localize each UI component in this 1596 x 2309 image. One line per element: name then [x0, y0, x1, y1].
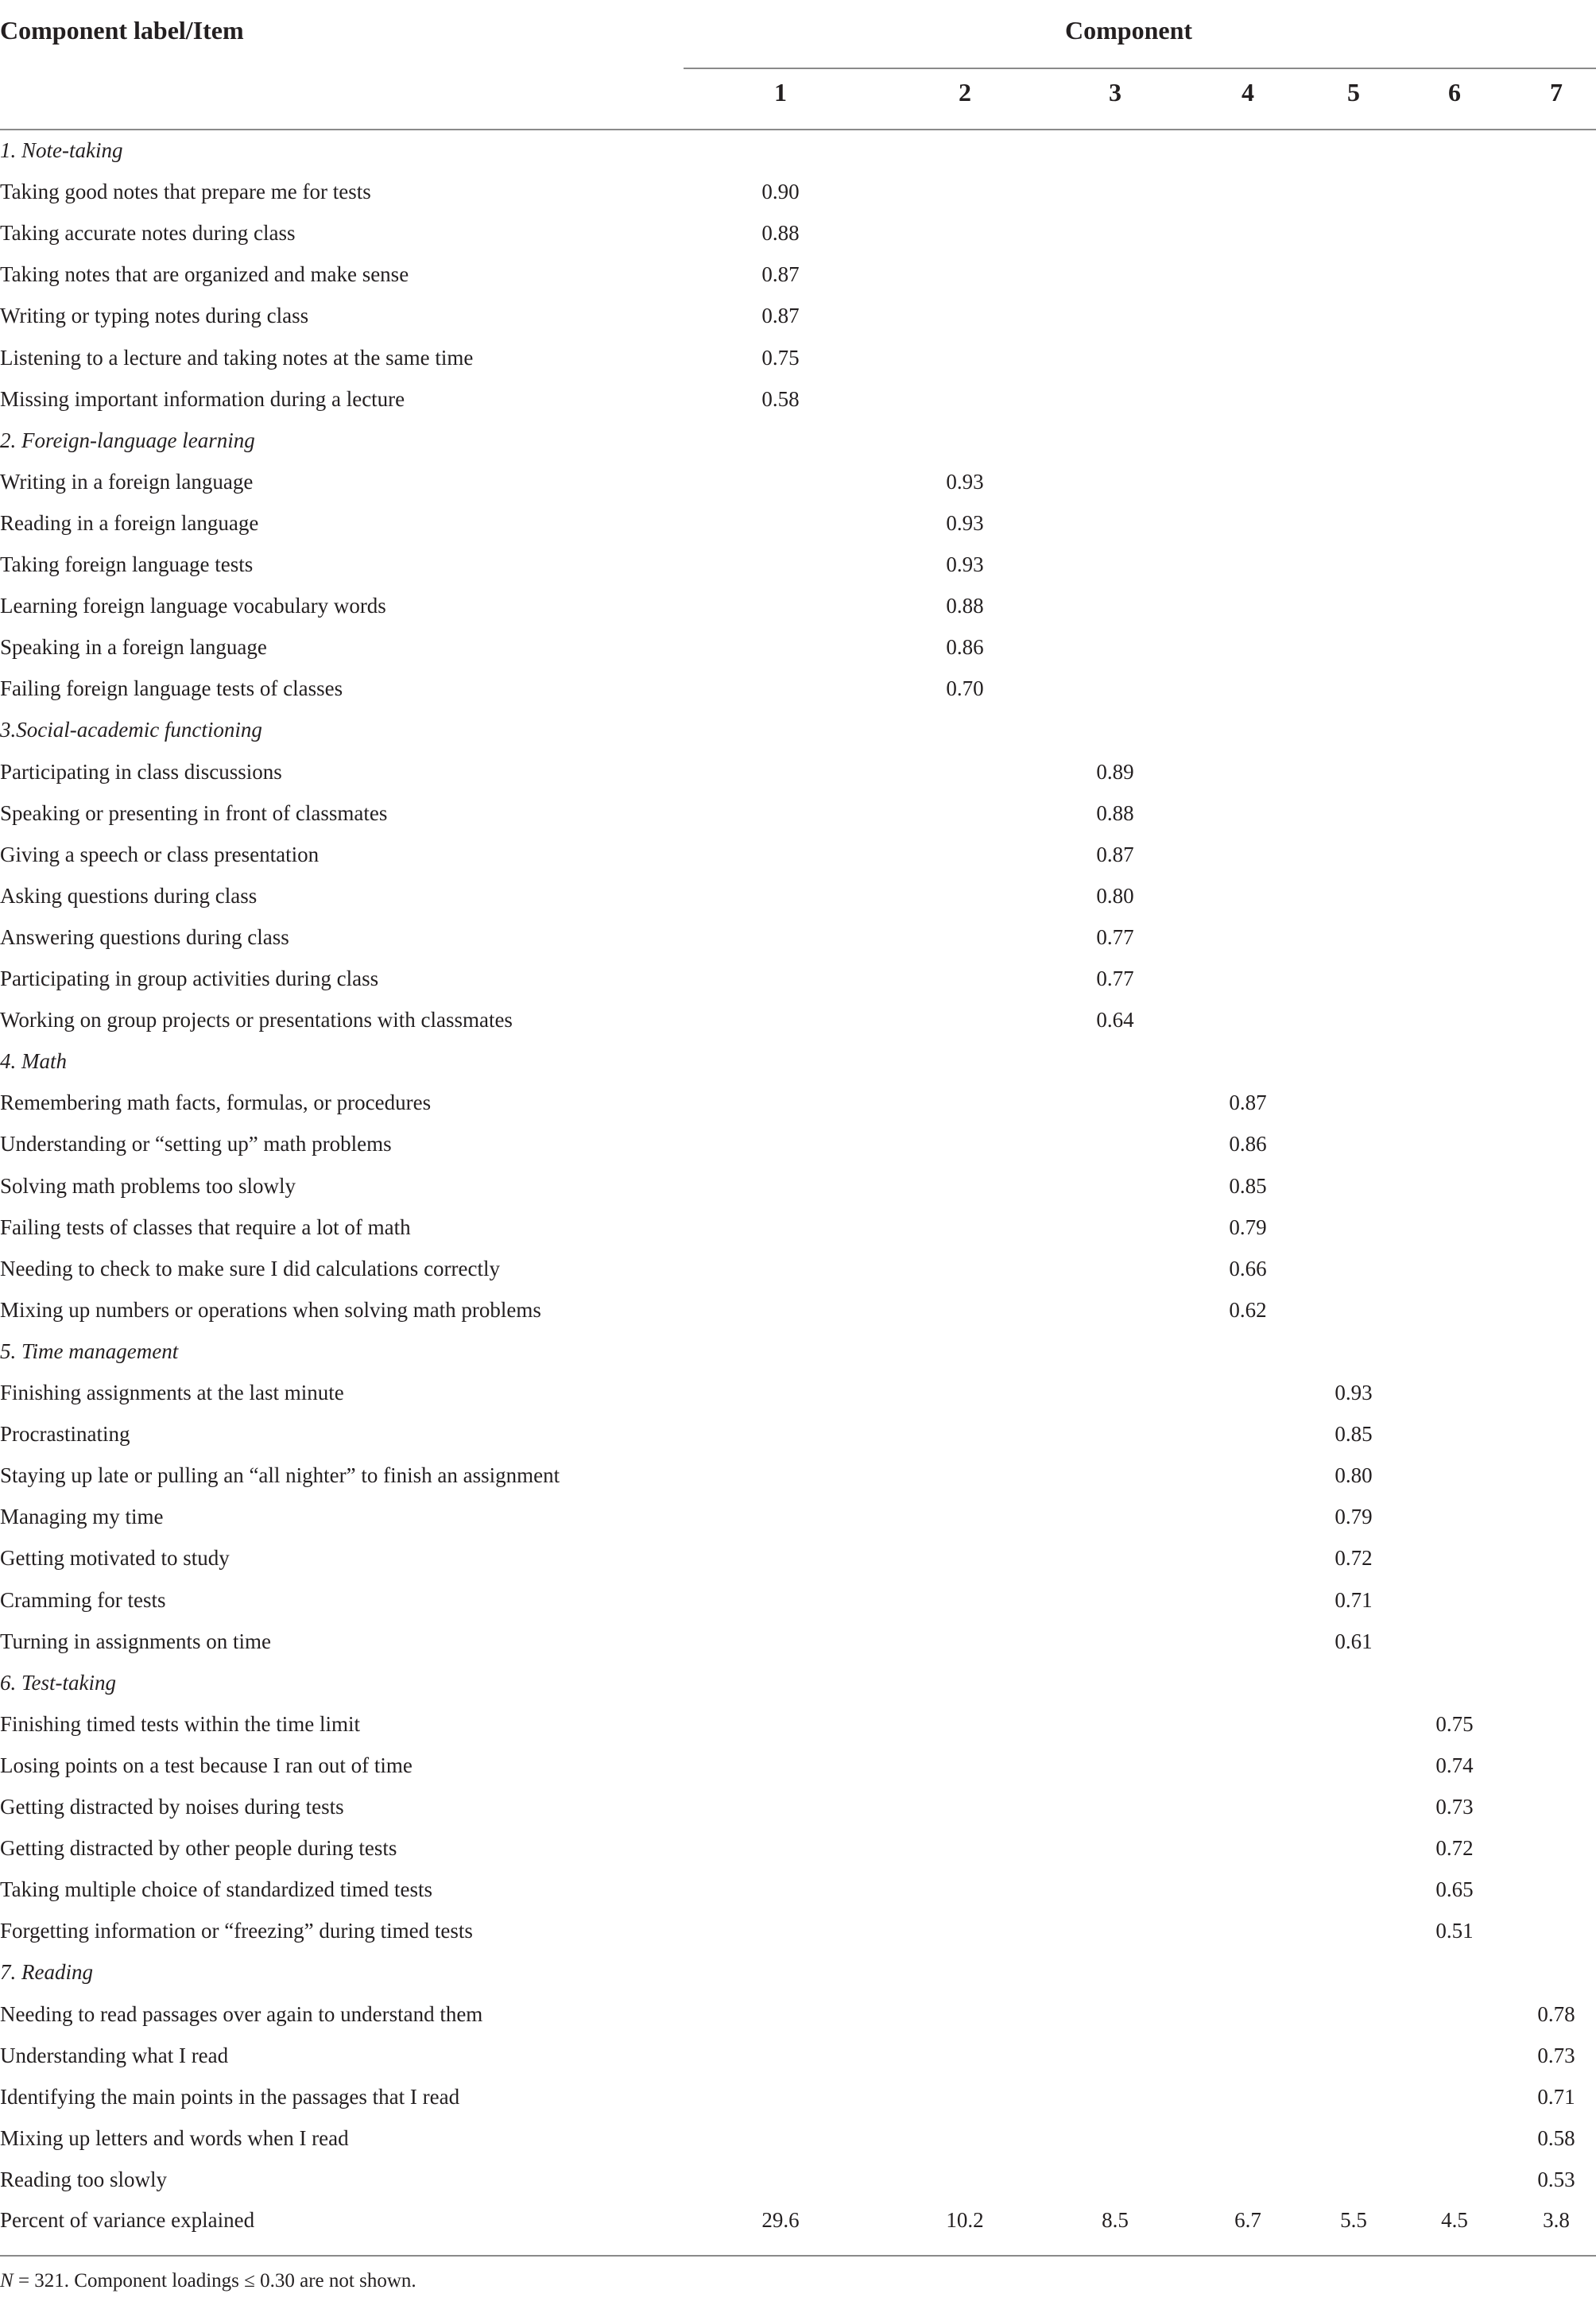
table-row [0, 337, 1596, 378]
table-row [0, 999, 1596, 1040]
header-component-label: Component [1065, 16, 1193, 45]
loading-value: 0.71 [1335, 1587, 1373, 1612]
loading-value: 0.86 [1229, 1132, 1267, 1156]
item-label: Cramming for tests [0, 1587, 166, 1612]
loading-value: 0.88 [946, 594, 984, 618]
loading-value: 0.86 [946, 635, 984, 660]
header-col-6: 6 [1448, 78, 1461, 107]
table-row [0, 1537, 1596, 1579]
loading-value: 0.88 [1096, 800, 1134, 825]
table-row [0, 171, 1596, 212]
table-row [0, 2035, 1596, 2076]
loading-value: 0.74 [1435, 1753, 1474, 1777]
section-label: 5. Time management [0, 1339, 179, 1363]
loading-value: 0.85 [1335, 1422, 1373, 1447]
table-row [0, 1621, 1596, 1662]
loading-value: 0.72 [1335, 1546, 1373, 1571]
section-heading-row [0, 130, 1596, 171]
item-label: Taking accurate notes during class [0, 221, 296, 246]
item-label: Taking notes that are organized and make sense [0, 262, 409, 287]
header-col-3: 3 [1109, 78, 1121, 107]
variance-value: 29.6 [761, 2208, 800, 2232]
loading-value: 0.72 [1435, 1836, 1474, 1861]
loading-value: 0.75 [761, 345, 800, 370]
item-label: Identifying the main points in the passages that I read [0, 2084, 460, 2109]
table-footnote [0, 2265, 416, 2297]
section-heading-row [0, 1331, 1596, 1372]
item-label: Failing tests of classes that require a lot of math [0, 1215, 411, 1239]
table-row [0, 461, 1596, 502]
table-row [0, 668, 1596, 709]
item-label: Reading in a foreign language [0, 510, 259, 535]
table-bottom-rule [0, 2255, 1596, 2257]
item-label: Understanding what I read [0, 2043, 229, 2067]
item-label: Getting distracted by noises during tests [0, 1795, 344, 1819]
table-row [0, 875, 1596, 916]
item-label: Solving math problems too slowly [0, 1173, 296, 1198]
item-label: Finishing assignments at the last minute [0, 1381, 344, 1404]
table-row [0, 585, 1596, 626]
variance-value: 6.7 [1234, 2208, 1261, 2232]
table-row [0, 1827, 1596, 1869]
table-row [0, 254, 1596, 295]
table-row [0, 544, 1596, 585]
item-label: Remembering math facts, formulas, or procedures [0, 1091, 432, 1115]
table-row [0, 1082, 1596, 1123]
loading-value: 0.93 [946, 469, 984, 494]
section-label: 1. Note-taking [0, 138, 123, 162]
item-label: Taking foreign language tests [0, 552, 254, 576]
table-row [0, 958, 1596, 999]
table-row [0, 1745, 1596, 1786]
item-label: Learning foreign language vocabulary words [0, 594, 386, 618]
item-label: Writing in a foreign language [0, 469, 254, 494]
item-label: Participating in class discussions [0, 759, 282, 784]
loading-value: 0.80 [1335, 1463, 1373, 1488]
section-label: 2. Foreign-language learning [0, 428, 255, 452]
table-row [0, 1413, 1596, 1455]
table-row [0, 1703, 1596, 1745]
table-row [0, 626, 1596, 668]
header-col-2: 2 [959, 78, 971, 107]
item-label: Speaking in a foreign language [0, 635, 267, 660]
item-label: Missing important information during a lecture [0, 386, 405, 411]
table-row [0, 1455, 1596, 1496]
item-label: Losing points on a test because I ran out of time [0, 1753, 413, 1777]
table-row [0, 502, 1596, 544]
loading-value: 0.89 [1096, 759, 1134, 784]
table-row [0, 1869, 1596, 1910]
loading-value: 0.87 [1096, 842, 1134, 866]
loading-value: 0.70 [946, 676, 984, 701]
section-label: 3.Social-academic functioning [0, 718, 262, 742]
section-heading-row [0, 1662, 1596, 1703]
header-col-7: 7 [1550, 78, 1563, 107]
loading-value: 0.53 [1537, 2167, 1575, 2191]
item-label: Participating in group activities during class [0, 967, 379, 990]
section-heading-row [0, 1040, 1596, 1082]
variance-value: 4.5 [1441, 2208, 1468, 2232]
footnote-text: = 321. Component loadings ≤ 0.30 are not shown. [13, 2270, 416, 2292]
loading-value: 0.87 [761, 304, 800, 328]
table-row [0, 2076, 1596, 2117]
loading-value: 0.87 [1229, 1091, 1267, 1115]
table-row [0, 1910, 1596, 1951]
item-label: Mixing up numbers or operations when solving math problems [0, 1297, 541, 1322]
loading-value: 0.90 [761, 180, 800, 204]
variance-value: 3.8 [1543, 2208, 1570, 2232]
item-label: Mixing up letters and words when I read [0, 2125, 349, 2150]
loading-value: 0.61 [1335, 1629, 1373, 1653]
loading-value: 0.65 [1435, 1877, 1474, 1902]
section-label: 4. Math [0, 1049, 67, 1074]
table-row [0, 1123, 1596, 1164]
loading-value: 0.78 [1537, 2001, 1575, 2026]
table-row [0, 2117, 1596, 2159]
item-label: Needing to read passages over again to understand them [0, 2001, 483, 2026]
loading-value: 0.93 [946, 552, 984, 576]
table-row [0, 1207, 1596, 1248]
item-label: Answering questions during class [0, 924, 289, 949]
variance-value: 8.5 [1102, 2208, 1129, 2232]
item-label: Procrastinating [0, 1422, 130, 1447]
table-row [0, 1165, 1596, 1207]
table-row [0, 792, 1596, 834]
loading-value: 0.79 [1229, 1215, 1267, 1239]
item-label: Listening to a lecture and taking notes at the same time [0, 345, 474, 370]
section-heading-row [0, 709, 1596, 750]
table-row [0, 834, 1596, 875]
loading-value: 0.71 [1537, 2084, 1575, 2109]
item-label: Finishing timed tests within the time limit [0, 1711, 361, 1736]
item-label: Working on group projects or presentations with classmates [0, 1008, 513, 1032]
section-label: 7. Reading [0, 1960, 93, 1985]
loading-value: 0.87 [761, 262, 800, 287]
table-row [0, 2159, 1596, 2200]
loading-value: 0.85 [1229, 1173, 1267, 1198]
header-component-rule [684, 68, 1596, 69]
item-label: Turning in assignments on time [0, 1629, 272, 1653]
loading-value: 0.80 [1096, 883, 1134, 908]
loading-value: 0.58 [1537, 2125, 1575, 2150]
item-label: Reading too slowly [0, 2167, 167, 2191]
header-col-5: 5 [1347, 78, 1360, 107]
header-item-label: Component label/Item [0, 16, 244, 45]
loading-value: 0.88 [761, 221, 800, 246]
table-row [0, 751, 1596, 792]
item-label: Getting distracted by other people during tests [0, 1836, 397, 1861]
table-row [0, 1289, 1596, 1331]
loading-value: 0.64 [1096, 1008, 1134, 1032]
item-label: Managing my time [0, 1505, 164, 1529]
footnote-n-symbol: N [0, 2270, 14, 2292]
table-row [0, 1496, 1596, 1537]
item-label: Understanding or “setting up” math problems [0, 1132, 392, 1156]
item-label: Taking good notes that prepare me for tests [0, 180, 371, 204]
item-label: Writing or typing notes during class [0, 304, 309, 328]
variance-row [0, 2199, 1596, 2241]
item-label: Taking multiple choice of standardized timed tests [0, 1877, 432, 1902]
item-label: Asking questions during class [0, 883, 258, 908]
table-row [0, 1993, 1596, 2035]
loading-value: 0.58 [761, 386, 800, 411]
table-row [0, 1579, 1596, 1621]
header-col-1: 1 [774, 78, 787, 107]
loading-value: 0.73 [1537, 2043, 1575, 2067]
item-label: Giving a speech or class presentation [0, 842, 320, 866]
section-heading-row [0, 420, 1596, 461]
table-row [0, 1372, 1596, 1413]
table-row [0, 295, 1596, 336]
section-heading-row [0, 1951, 1596, 1993]
variance-value: 10.2 [946, 2208, 984, 2232]
loading-value: 0.62 [1229, 1297, 1267, 1322]
loading-value: 0.79 [1335, 1505, 1373, 1529]
table-row [0, 1248, 1596, 1289]
table-row [0, 378, 1596, 420]
loading-value: 0.93 [1335, 1381, 1373, 1404]
item-label: Staying up late or pulling an “all nighter” to finish an assignment [0, 1463, 560, 1488]
loading-value: 0.66 [1229, 1256, 1267, 1280]
table-row [0, 916, 1596, 958]
table-row [0, 1786, 1596, 1827]
item-label: Speaking or presenting in front of classmates [0, 800, 388, 825]
variance-label: Percent of variance explained [0, 2208, 255, 2232]
item-label: Getting motivated to study [0, 1546, 230, 1571]
loading-value: 0.75 [1435, 1711, 1474, 1736]
loading-value: 0.77 [1096, 967, 1134, 990]
section-label: 6. Test-taking [0, 1670, 117, 1695]
loading-value: 0.77 [1096, 924, 1134, 949]
loading-value: 0.93 [946, 510, 984, 535]
table-row [0, 212, 1596, 254]
item-label: Needing to check to make sure I did calculations correctly [0, 1256, 501, 1280]
loading-value: 0.51 [1435, 1919, 1474, 1943]
item-label: Failing foreign language tests of classes [0, 676, 343, 701]
variance-value: 5.5 [1340, 2208, 1367, 2232]
loading-value: 0.73 [1435, 1795, 1474, 1819]
item-label: Forgetting information or “freezing” during timed tests [0, 1919, 473, 1943]
header-col-4: 4 [1242, 78, 1254, 107]
